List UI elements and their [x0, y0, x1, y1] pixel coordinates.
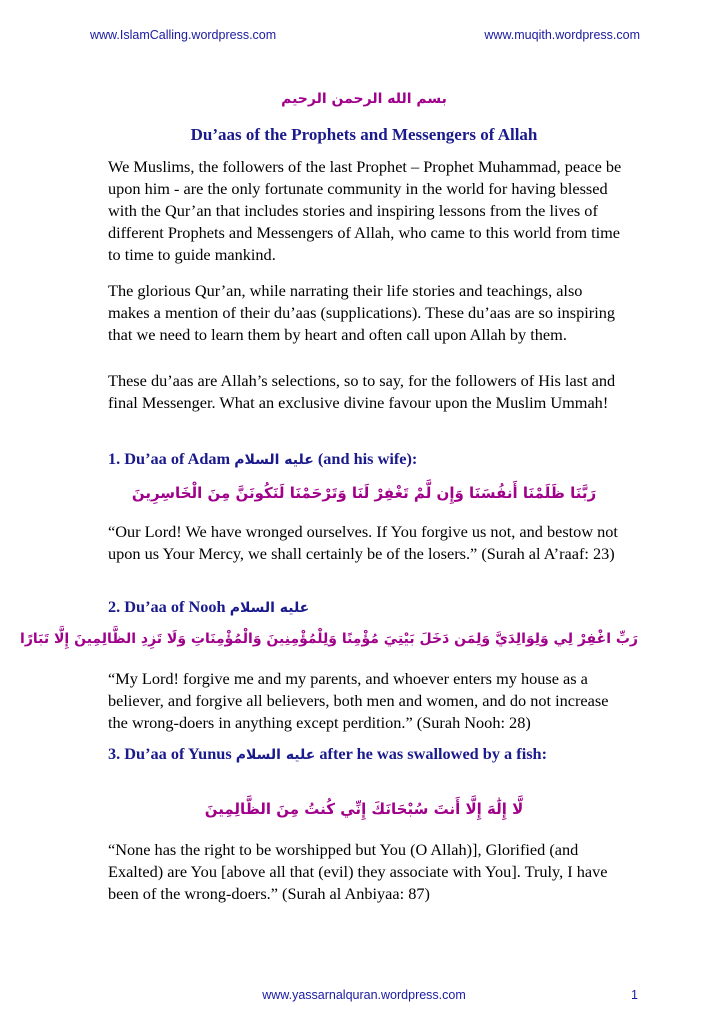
intro-paragraph-1: We Muslims, the followers of the last Prophet – Prophet Muhammad, peace be upon him - are the only fortunate community in the world for having blessed with the Qur’an that includes stories and inspiring lessons from the lives of different Prophets and Messengers of Allah, who came to this world from time to time to guide mankind. [108, 157, 622, 264]
duaa-2-heading-prefix: 2. Du’aa of Nooh [108, 597, 226, 616]
duaa-2-translation: “My Lord! forgive me and my parents, and whoever enters my house as a believer, and forgive all believers, both men and women, and do not increase the wrong-doers in anything except perdition.” (Surah Nooh: 28) [108, 669, 609, 732]
duaa-2-heading [108, 597, 309, 617]
duaa-3-heading-arabic: عليه السلام [235, 747, 316, 763]
duaa-1-translation: “Our Lord! We have wronged ourselves. If You forgive us not, and bestow not upon us Your Mercy, we shall certainly be of the losers.” (Surah al A’raaf: 23) [108, 522, 618, 563]
duaa-1-arabic: رَبَّنَا ظَلَمْنَا أَنفُسَنَا وَإِن لَّمْ تَغْفِرْ لَنَا وَتَرْحَمْنَا لَنَكُونَنَّ مِنَ الْخَاسِرِينَ [131, 484, 597, 502]
header-left-url: www.IslamCalling.wordpress.com [90, 28, 277, 42]
duaa-1-heading-arabic: عليه السلام [234, 452, 314, 468]
duaa-3-heading-prefix: 3. Du’aa of Yunus [108, 744, 232, 763]
duaa-2-heading-arabic: عليه السلام [229, 600, 310, 616]
duaa-1-heading [108, 449, 417, 469]
duaa-3-heading-suffix: after he was swallowed by a fish: [319, 744, 548, 763]
intro-paragraph-2: The glorious Qur’an, while narrating their life stories and teachings, also makes a mention of their du’aas (supplications). These du’aas are so inspiring that we need to learn them by heart and often call upon Allah by them. [108, 281, 615, 344]
duaa-3-heading [108, 744, 547, 764]
header-right-url: www.muqith.wordpress.com [484, 28, 640, 42]
footer-url: www.yassarnalquran.wordpress.com [262, 988, 466, 1002]
duaa-2-arabic: رَبِّ اغْفِرْ لِي وَلِوَالِدَيَّ وَلِمَن دَخَلَ بَيْتِيَ مُؤْمِنًا وَلِلْمُؤْمِنِينَ وَالْمُؤْمِنَاتِ وَلَا تَزِدِ الظَّالِمِينَ إِلَّا تَبَارًا [20, 631, 638, 647]
document-title: Du’aas of the Prophets and Messengers of Allah [190, 125, 538, 144]
duaa-3-translation: “None has the right to be worshipped but You (O Allah)], Glorified (and Exalted) are You [above all that (evil) they associate with You]. Truly, I have been of the wrong-doers.” (Surah al Anbiyaa: 87) [108, 840, 608, 903]
bismillah: بسم الله الرحمن الرحيم [281, 91, 447, 107]
page-number: 1 [631, 988, 638, 1002]
duaa-1-heading-suffix: (and his wife): [317, 449, 418, 468]
duaa-1-heading-prefix: 1. Du’aa of Adam [108, 449, 231, 468]
intro-paragraph-3: These du’aas are Allah’s selections, so to say, for the followers of His last and final Messenger. What an exclusive divine favour upon the Muslim Ummah! [108, 371, 616, 412]
duaa-3-arabic: لَّا إِلَٰهَ إِلَّا أَنتَ سُبْحَانَكَ إِنِّي كُنتُ مِنَ الظَّالِمِينَ [204, 800, 524, 818]
